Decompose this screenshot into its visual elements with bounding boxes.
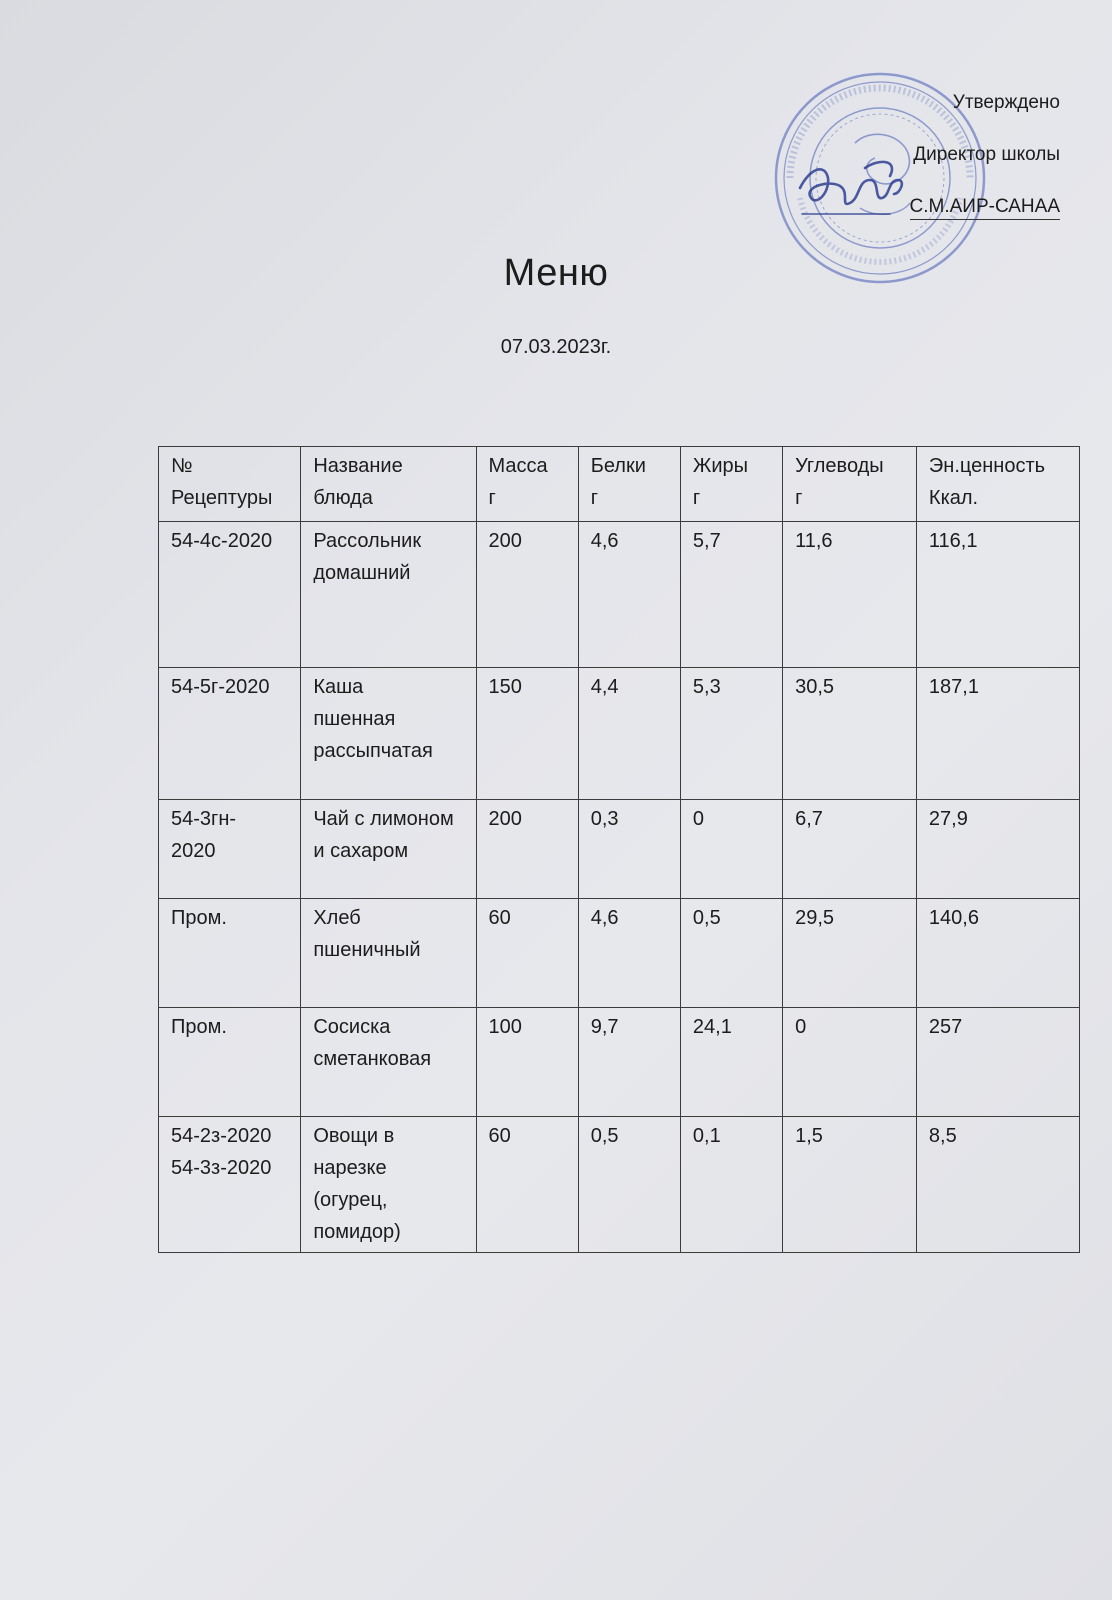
menu-table (158, 446, 1080, 1253)
dish-cell: Сосиска сметанковая (301, 1008, 476, 1117)
director-name: С.М.АИР-САНАА (910, 196, 1060, 221)
energy-cell: 116,1 (916, 522, 1079, 668)
table-row (159, 522, 1080, 668)
dish-cell: Овощи в нарезке (огурец, помидор) (301, 1117, 476, 1253)
carbs-cell: 1,5 (783, 1117, 917, 1253)
dish-cell: Хлеб пшеничный (301, 899, 476, 1008)
header-fat: Жиры г (680, 447, 782, 522)
table-row (159, 668, 1080, 800)
mass-cell: 150 (476, 668, 578, 800)
protein-cell: 0,3 (578, 800, 680, 899)
energy-cell: 257 (916, 1008, 1079, 1117)
carbs-cell: 29,5 (783, 899, 917, 1008)
mass-cell: 100 (476, 1008, 578, 1117)
energy-cell: 140,6 (916, 899, 1079, 1008)
dish-cell: Каша пшенная рассыпчатая (301, 668, 476, 800)
header-carbs: Углеводы г (783, 447, 917, 522)
carbs-cell: 11,6 (783, 522, 917, 668)
energy-cell: 187,1 (916, 668, 1079, 800)
menu-date: 07.03.2023г. (500, 336, 612, 358)
fat-cell: 0,5 (680, 899, 782, 1008)
header-energy: Эн.ценность Ккал. (916, 447, 1079, 522)
recipe-cell: Пром. (159, 1008, 301, 1117)
protein-cell: 4,4 (578, 668, 680, 800)
recipe-cell: 54-5г-2020 (159, 668, 301, 800)
fat-cell: 5,3 (680, 668, 782, 800)
mass-cell: 200 (476, 522, 578, 668)
approval-block (760, 92, 1060, 249)
mass-cell: 200 (476, 800, 578, 899)
recipe-cell: 54-3гн- 2020 (159, 800, 301, 899)
table-row (159, 1117, 1080, 1253)
recipe-cell: 54-2з-2020 54-3з-2020 (159, 1117, 301, 1253)
document-title: Меню (503, 252, 609, 294)
recipe-cell: Пром. (159, 899, 301, 1008)
dish-cell: Рассольник домашний (301, 522, 476, 668)
header-mass: Масса г (476, 447, 578, 522)
header-protein: Белки г (578, 447, 680, 522)
carbs-cell: 6,7 (783, 800, 917, 899)
mass-cell: 60 (476, 899, 578, 1008)
director-title: Директор школы (913, 143, 1060, 165)
fat-cell: 5,7 (680, 522, 782, 668)
carbs-cell: 30,5 (783, 668, 917, 800)
approval-label: Утверждено (952, 92, 1060, 113)
protein-cell: 4,6 (578, 522, 680, 668)
protein-cell: 4,6 (578, 899, 680, 1008)
fat-cell: 24,1 (680, 1008, 782, 1117)
header-dish: Название блюда (301, 447, 476, 522)
mass-cell: 60 (476, 1117, 578, 1253)
energy-cell: 8,5 (916, 1117, 1079, 1253)
carbs-cell: 0 (783, 1008, 917, 1117)
dish-cell: Чай с лимоном и сахаром (301, 800, 476, 899)
table-header-row (159, 447, 1080, 522)
protein-cell: 9,7 (578, 1008, 680, 1117)
energy-cell: 27,9 (916, 800, 1079, 899)
table-row (159, 899, 1080, 1008)
fat-cell: 0,1 (680, 1117, 782, 1253)
fat-cell: 0 (680, 800, 782, 899)
table-row (159, 1008, 1080, 1117)
header-recipe: № Рецептуры (159, 447, 301, 522)
protein-cell: 0,5 (578, 1117, 680, 1253)
recipe-cell: 54-4с-2020 (159, 522, 301, 668)
table-row (159, 800, 1080, 899)
